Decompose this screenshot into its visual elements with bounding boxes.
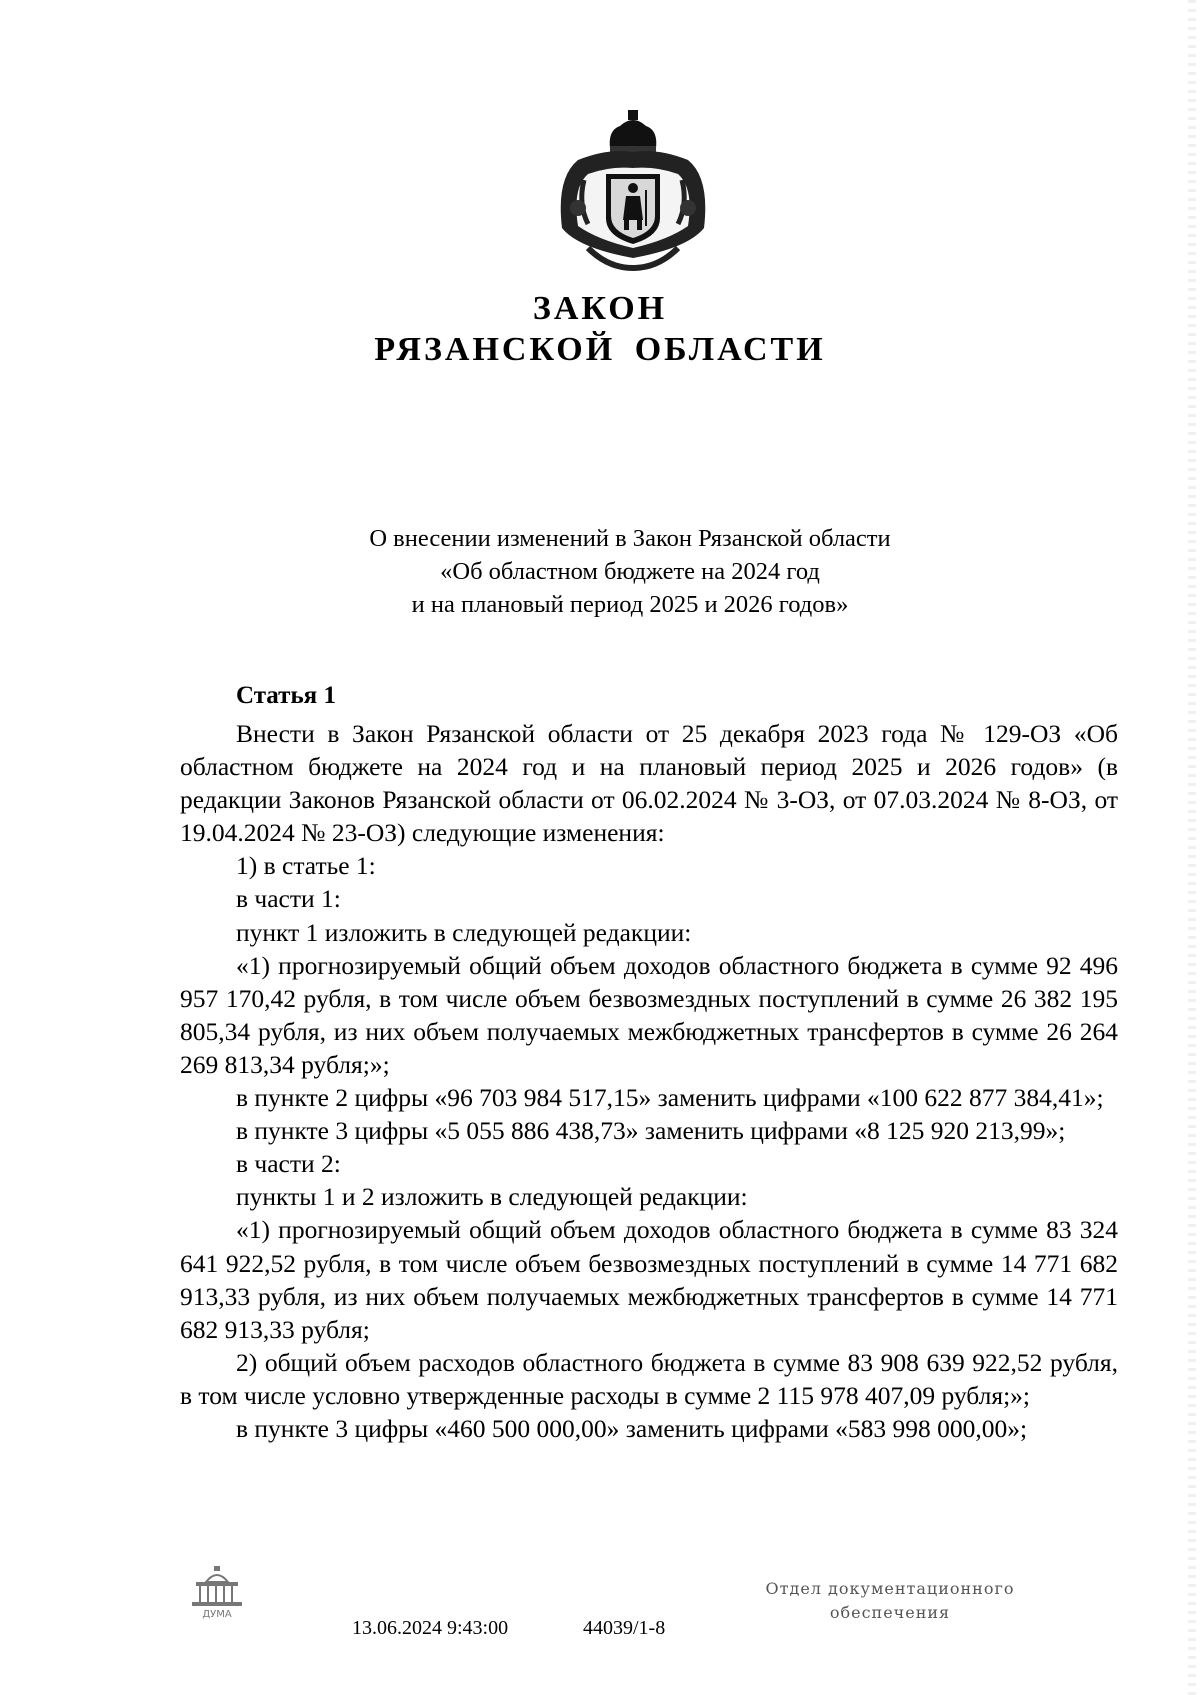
law-kind-heading: ЗАКОН (532, 290, 668, 327)
paragraph: пункты 1 и 2 изложить в следующей редакции: (236, 1182, 748, 1212)
law-title-line-1: О внесении изменений в Закон Рязанской области (369, 525, 891, 552)
article-body (180, 717, 1118, 1445)
registration-number: 44039/1-8 (583, 1617, 666, 1639)
article-heading: Статья 1 (236, 682, 336, 709)
law-title (300, 522, 960, 621)
paragraph: в пункте 3 цифры «460 500 000,00» заменить цифрами «583 998 000,00»; (236, 1413, 1028, 1443)
law-region-heading: РЯЗАНСКОЙ ОБЛАСТИ (374, 331, 826, 368)
duma-building-icon (186, 1562, 248, 1624)
paragraph: Внести в Закон Рязанской области от 25 декабря 2023 года № 129-ОЗ «Об областном бюджете на 2024 год и на плановый период 2025 и 2026 годов» (в редакции Законов Рязанской области от 06.02.2024 № 3-ОЗ, от 07.03.2024 № 8-ОЗ, от 19.04.2024 № 23-ОЗ) следующие изменения: (180, 719, 1118, 848)
law-title-line-3: и на плановый период 2025 и 2026 годов» (411, 591, 849, 618)
scan-edge-artifact (1188, 0, 1196, 1695)
paragraph: 2) общий объем расходов областного бюджета в сумме 83 908 639 922,52 рубля, в том числе условно утвержденные расходы в сумме 2 115 978 407,09 рубля;»; (180, 1347, 1118, 1410)
department-stamp (740, 1577, 1040, 1625)
duma-logo-text: ДУМА (202, 1609, 232, 1620)
paragraph: в части 2: (236, 1149, 341, 1179)
paragraph: «1) прогнозируемый общий объем доходов областного бюджета в сумме 83 324 641 922,52 рубля, в том числе объем безвозмездных поступлений в сумме 14 771 682 913,33 рубля, из них объем получаемых межбюджетных трансфертов в сумме 14 771 682 913,33 рубля; (180, 1215, 1118, 1344)
coat-of-arms-icon (548, 108, 718, 278)
paragraph: в части 1: (236, 884, 341, 914)
paragraph: «1) прогнозируемый общий объем доходов областного бюджета в сумме 92 496 957 170,42 рубля, в том числе объем безвозмездных поступлений в сумме 26 382 195 805,34 рубля, из них объем получаемых межбюджетных трансфертов в сумме 26 264 269 813,34 рубля;»; (180, 950, 1118, 1079)
department-stamp-line-1: Отдел документационного (765, 1579, 1015, 1598)
registration-date: 13.06.2024 9:43:00 (352, 1617, 509, 1639)
department-stamp-line-2: обеспечения (829, 1603, 951, 1622)
paragraph: в пункте 3 цифры «5 055 886 438,73» заменить цифрами «8 125 920 213,99»; (236, 1116, 1066, 1146)
paragraph: пункт 1 изложить в следующей редакции: (236, 917, 692, 947)
paragraph: в пункте 2 цифры «96 703 984 517,15» заменить цифрами «100 622 877 384,41»; (236, 1083, 1104, 1113)
law-title-line-2: «Об областном бюджете на 2024 год (440, 558, 820, 585)
paragraph: 1) в статье 1: (236, 851, 376, 881)
